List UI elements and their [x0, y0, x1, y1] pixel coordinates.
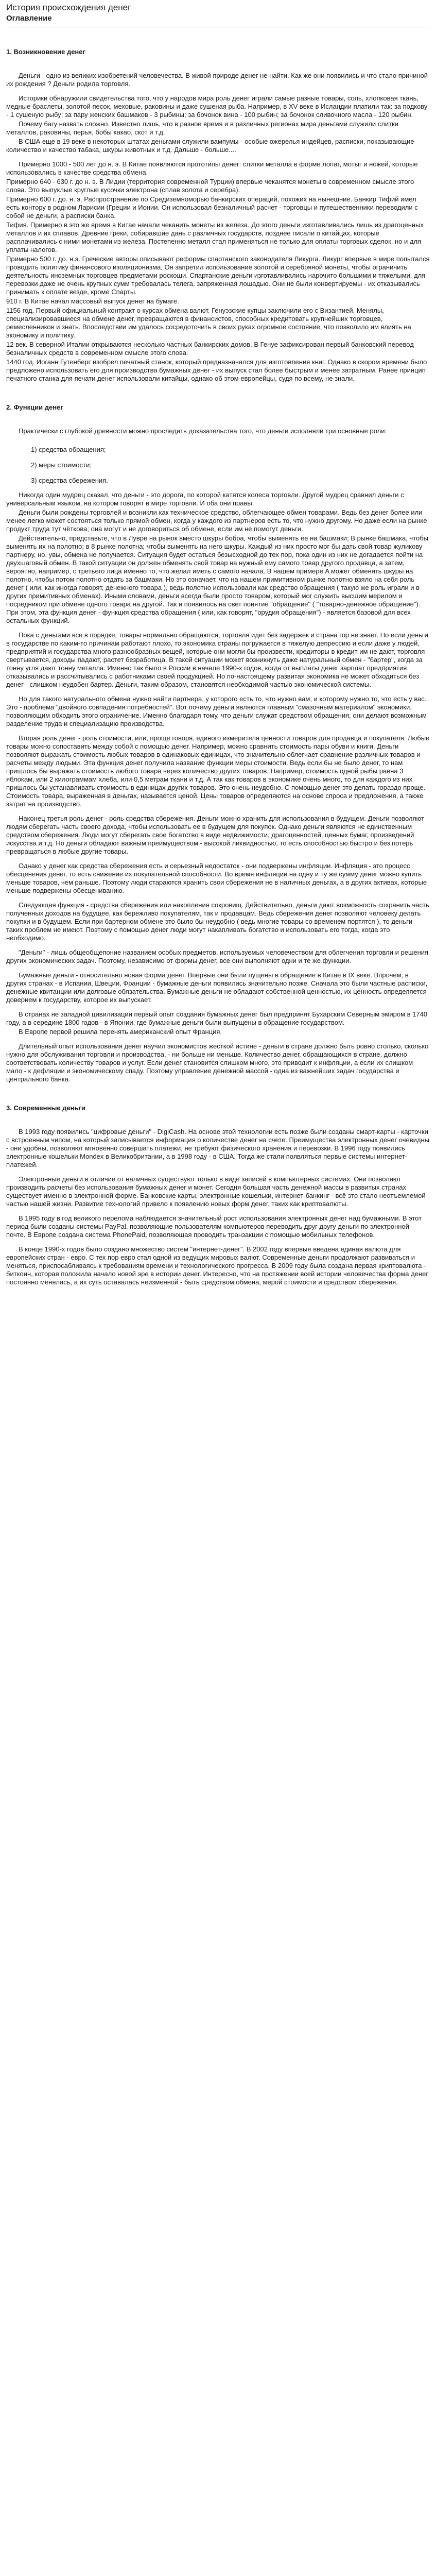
- paragraph: 1156 год. Первый официальный контракт о курсах обмена валют. Генуэзские купцы заключили его с Византией. Менялы, специализировавшиеся на обмене денег, превращаются в финансистов, способных кредитовать крупнейших торговцев, ремесленников и знать. Впоследствии им удалось сосредоточить в своих руках огромное состояние, что позволило им влиять на экономику и политику.: [6, 307, 411, 339]
- paragraph: Пока с деньгами все в порядке, товары нормально обращаются, торговля идет без задержек и страна гор не знает. Но если деньги в государстве по каким-то причинам работают плохо, то экономика страны погружается в тяжелую депрессию и если даже у людей, предприятий и государства много разнообразных вещей, которые они могли бы произвести, кредиторы в кредит им не дают, торговля свертывается, доходы падают, растет безработица. В такой ситуации может возникнуть даже натуральный обмен - "бартер", когда за тонну угля дают тонну металла. Именно так было в России в начале 1990-х годов, когда от выплаты денег зарплат предприятия отказывались и рассчитывались с работниками своей продукцией. Но по-настоящему развитая экономика не может обходиться без денег - слишком неудобен бартер. Деньги, таким образом, становятся необходимой частью экономической системы.: [6, 631, 428, 688]
- paragraph: Тифия. Примерно в это же время в Китае начали чеканить монеты из железа. До этого деньги изготавливались лишь из драгоценных металлов и их сплавов. Древние греки, собиравшие дань с различных государств, позднее писали о китайцах, которые расплачивались с ними монетами из железа. Постепенно металл стал применяться не только для оплаты торговых сделок, но и для уплаты налогов.: [6, 221, 424, 253]
- list-item: 3) средства сбережения.: [31, 477, 108, 484]
- paragraph: Никогда один мудрец сказал, что деньги - это дорога, по которой катятся колеса торговли. Другой мудрец сравнил деньги с универсальным языком, на котором говорят в мире торговли. И оба они правы.: [6, 491, 404, 507]
- paragraph: Но для такого натурального обмена нужно найти партнера, у которого есть то, что нужно вам, и которому нужно то, что есть у вас. Это - проблема "двойного совпадения потребностей". Вот почему деньги являются главным "смазочным материалом" экономики, позволяющим обходить этого ограничение. Именно благодаря тому, что деньги служат средством обращения, они делают возможным разделение труда и специализацию производства.: [6, 695, 427, 727]
- paragraph: Деньги - одно из великих изобретений человечества. В живой природе денег не найти. Как же они появились и что стало причиной их рождения ? Деньги родила торговля.: [6, 72, 428, 88]
- paragraph: "Деньги" - лишь общеобщепоние названием особых предметов, используемых человечеством для облегчения торговли и решения других экономических задач. Поэтому, независимо от формы денег, все они выполняют одни и те же функции.: [6, 948, 429, 964]
- document-body: [6, 48, 430, 1286]
- section-heading: 3. Современные деньги: [6, 1104, 86, 1112]
- paragraph: Длительный опыт использования денег научил экономистов жесткой истине - деньги в стране должно быть ровно столько, сколько нужно для обслуживания торговли и производства, - ни больше ни меньше. Количество денег, обращающихся в стране, должно соответствовать количеству товаров и услуг. Если денег становится слишком много, это приводит к инфляции, а если их слишком мало - к дефляции и экономическому спаду. Поэтому управление денежной массой - одна из важнейших задач государства и центрального банка.: [6, 1042, 429, 1083]
- paragraph: 910 г. В Китае начал массовый выпуск денег на бумаге.: [6, 297, 179, 305]
- paragraph: Примерно 1000 - 500 лет до н. э. В Китае появляются прототипы денег: слитки металла в форме лопат, мотыг и ножей, которые использовались в качестве средства обмена.: [6, 160, 418, 176]
- paragraph: Примерно 600 г. до. н. э. Распространение по Средиземноморью банкирских операций, похожих на нынешние. Банкир Тифий имел есть контору в родном Ларисии (Греции и Ионии. Он использовал безналичный расчет - торговцы и путешественники переводили с собой не деньги, а расписки банка.: [6, 195, 418, 219]
- list-item: 2) меры стоимости;: [31, 461, 92, 469]
- paragraph: Следующая функция - средства сбережения или накопления сокровищ. Действительно, деньги дают возможность сохранить часть полученных доходов на будущее, как бережливо покупателям, так и продавцам. Ведь сбережения денег позволяют человеку делать покупки и в будущем. Если при бартерном обмене это было бы неудобно ( ведь многие товары со временем портятся ), то деньги таких проблем не имеют. Поэтому с помощью денег люди могут накапливать богатство и использовать его тогда, когда это необходимо.: [6, 901, 429, 942]
- paragraph: Вторая роль денег - роль стоимости, или, проще говоря, единого измерителя ценности товаров для продавца и покупателя. Любые товары можно сопоставить между собой с помощью денег. Например, можно сравнить стоимость пары обуви и книги. Деньги позволяют выражать стоимость любых товаров в одинаковых единицах, что значительно облегчает сравнение различных товаров и расчеты между людьми. Эта функция денег получила название функции меры стоимости. Ведь если бы не было денег, то нам пришлось бы выражать стоимость любого товара через количество других товаров. Например, стоимость одной рыбы равна 3 яблокам, или 2 килограммам хлеба, или 0,5 метрам ткани и т.д. А так как товаров в экономике очень много, то для каждого из них пришлось бы устанавливать стоимость в единицах других товаров. Это очень неудобно. С помощью денег это делать гораздо проще. Стоимость товара, выраженная в деньгах, называется ценой. Цены товаров определяются на основе спроса и предложения, а также затрат на производство.: [6, 734, 430, 808]
- toc-title: Оглавление: [6, 14, 52, 23]
- section-heading: 2. Функции денег: [6, 403, 63, 411]
- paragraph: В странах не западной цивилизации первый опыт создания бумажных денег был предпринят Бухарским Северным эмиром в 1740 году, а в середине 1800 годов - в Японии, где бумажные деньги были выпущены в обращение государством.: [6, 1010, 428, 1026]
- section-3: [6, 1104, 430, 1286]
- section-heading: 1. Возникновение денег: [6, 48, 85, 56]
- paragraph: Деньги были рождены торговлей и возникли как техническое средство, облегчающее обмен товарами. Ведь без денег более или менее легко может состояться только прямой обмен, когда у каждого из партнеров есть то, что нужно другому. Но даже если на рынке продукт труда тут чёткова; она могут и не договориться об обмене, если им не помогут деньги.: [6, 509, 427, 533]
- paragraph: Примерно 500 г. до. н.э. Греческие авторы описывают реформы спартанского законодателя Ликурга. Ликург впервые в мире попытался проводить политику финансового изоляционизма. Он запретил использование золотой и серебряной монеты, чтобы ограничить деятельность иноземных торговцев предметами роскоши. Спартанские деньги изготавливались нарочито большими и тяжелыми, для перевозки даже не очень крупных сумм требовалась телега, запряженная лошадью. Они не были конвертируемы - их отказывались принимать к оплате вездe, кроме Спарты.: [6, 255, 430, 296]
- section-2: [6, 403, 430, 1083]
- paragraph: В конце 1990-х годов было создано множество систем "интернет-денег". В 2002 году впервые введена единая валюта для европейских стран - евро. С тех пор евро стал одной из ведущих мировых валют. Современные деньги продолжают развиваться и меняться, приспосабливаясь к требованиям времени и технологического прогресса. В 2009 году была создана первая криптовалюта - биткоин, которая положила начало новой эре в истории денег. Интересно, что на протяжении всей истории человечества форма денег постоянно менялась, а их суть оставалась неизменной - быть средством обмена, мерой стоимости и средством сбережения.: [6, 1245, 429, 1286]
- paragraph: Почему багу назвать сложно. Известно лишь, что в разное время и в различных регионах мира деньгами служили слитки металлов, раковины, перья, бобы какао, скот и т.д.: [6, 120, 399, 136]
- paragraph: В 1993 году появились "цифровые деньги" - DigiCash. На основе этой технологии есть позже были созданы смарт-карты - карточки с встроенным чипом, на который записывается информация о количестве денег на счете. Преимущества электронных денег очевидны - они удобны, позволяют мгновенно совершать платежи, не требуют физического хранения и перевозки. В 1996 году появились электронные кошельки Mondex в Великобритании, а в 1998 году - в США. Тогда же стали появляться первые системы интернет-платежей.: [6, 1128, 430, 1168]
- paragraph: Однако у денег как средства сбережения есть и серьезный недостаток - они подвержены инфляции. Инфляция - это процесс обесценения денег, то есть снижение их покупательной способности. Во время инфляции на одну и ту же сумму денег можно купить меньше товаров, чем раньше. Поэтому люди стараются хранить свои сбережения не в наличных деньгах, а в других активах, которые меньше подвержены обесцениванию.: [6, 862, 427, 894]
- paragraph: Бумажные деньги - относительно новая форма денег. Впервые они были пущены в обращение в Китае в IX веке. Впрочем, в других странах - в Испании, Швеции, Франции - бумажные деньги появились значительно позже. Сначала это были частные расписки, денежные квитанции или долговые обязательства. Бумажные деньги не обладают собственной ценностью, их ценность определяется доверием к государству, которое их выпускает.: [6, 971, 428, 1004]
- paragraph: Историки обнаружили свидетельства того, что у народов мира роль денег играли самые разные товары, соль, хлопковая ткань, медные браслеты, золотой песок, меховые, раковины и даже сушеная рыба. Например, в XV веке в Исландии платили так: за подкову - 1 сушеную рыбу; за пару женских башмаков - 3 рыбины; за бочонок вина - 100 рыбин; за бочонок сливочного масла - 120 рыбин.: [6, 94, 428, 118]
- document-title: История происхождения денег: [6, 3, 131, 12]
- paragraph: Практически с глубокой древности можно проследить доказательства того, что деньги исполняли три основные роли:: [19, 427, 387, 435]
- paragraph: 12 век. В северной Италии открываются несколько частных банкирских домов. В Генуе зафиксирован первый банковский перевод безналичных средств в современном смысле этого слова.: [6, 341, 414, 357]
- paragraph: Действительно, представьте, что в Лувре на рынок вместо шкуры бобра, чтобы выменять ее на башмаки; В рынке башмака, чтобы выменять их на полотно; в 8 рынке полотна; чтобы выменять на него шкуры. Каждый из них просто мог бы дать свой товар жуликову партнеру, но, увы, обмена не получается. Ситуация будет остаться безысходной до тех пор, пока один из них не догадается пойти на двухшаговый обмен. В такой ситуации он должен обменять свой товар на нужный ему самого товар другого продавца, а затем, вероятно, например, с третьего лица именно то, что желал иметь с самого начала. В нашем примере A может обменять шкуры на полотно, чтобы потом полотно отдать за башмаки. Но это означает, что на нашем примитивном рынке полотно взяло на себя роль денег ( или, как иногда говорят, денежного товара ), ведь полотно использовали как средство обращения ( такую же роль играли и в других примитивных обменах). Иными словами, деньги всегда были просто товаром, который мог служить высшим мерилом и посредником при обмене одного товара на другой. Так и появилось на свет понятие "обращение" ( "товарно-денежное обращение"). При этом, эта функция денег - функция средства обращения ( или, как говорят, "орудия обращения") - является базовой для всех остальных функций.: [6, 534, 429, 624]
- paragraph: Наконец третья роль денег - роль средства сбережения. Деньги можно хранить для использования в будущем. Деньги позволяют людям сберегать часть своего дохода, чтобы использовать ее в будущем для покупок. Однако деньги являются не единственным средством сбережения. Люди могут сберегать свое богатство в виде недвижимости, драгоценностей, ценных бумаг, произведений искусства и т.д. Но деньги обладают важным преимуществом - высокой ликвидностью, то есть способностью быстро и без потерь превращаться в любые другие товары.: [6, 815, 424, 855]
- paragraph: Электронные деньги в отличие от наличных существуют только в виде записей в компьютерных системах. Они позволяют производить расчеты без использования бумажных денег и монет. Сегодня большая часть денежной массы в развитых странах существует именно в электронной форме. Банковские карты, электронные кошельки, интернет-банкинг - всё это стало неотъемлемой частью нашей жизни. Развитие технологий привело к появлению новых форм денег, таких как криптовалюты.: [6, 1175, 426, 1208]
- list-item: 1) средства обращения;: [31, 446, 106, 453]
- document-page: [0, 2, 436, 1298]
- paragraph: В 1995 году в год великого перелома наблюдается значительный рост использования электронных денег над бумажными. В этот период были созданы системы PayPal, позволяющие пользователям компьютеров переводить друг другу деньги по электронной почте. В Европе создана система PhonePaid, позволяющая проводить транзакции с помощью мобильных телефонов.: [6, 1214, 422, 1239]
- paragraph: В Европе первой решила перенять американский опыт Франция.: [19, 1028, 222, 1036]
- paragraph: В США еще в 19 веке в некоторых штатах деньгами служили вампумы - особые ожерелья индейцев, расписки, показывающие количество и качество табака, шкуры животных и т.д. Дальше - больше....: [6, 138, 414, 154]
- section-1: [6, 48, 430, 383]
- paragraph: 1440 год. Иоганн Гутенберг изобрел печатный станок, который предназначался для изготовления книг. Однако в скором времени было предложено использовать его для производства бумажных денег - их выпуск стал более быстрым и менее затратным. Ранее принцип печатного станка для печати денег использовали китайцы, однако об этом европейцы, судя по всему, не знали.: [6, 358, 427, 382]
- paragraph: Примерно 640 - 630 г. до н. э. В Лидии (территория современной Турции) впервые чеканятся монеты в современном смысле этого слова. Это выпуклые круглые кусочки электрона (сплав золота и серебра).: [6, 178, 414, 194]
